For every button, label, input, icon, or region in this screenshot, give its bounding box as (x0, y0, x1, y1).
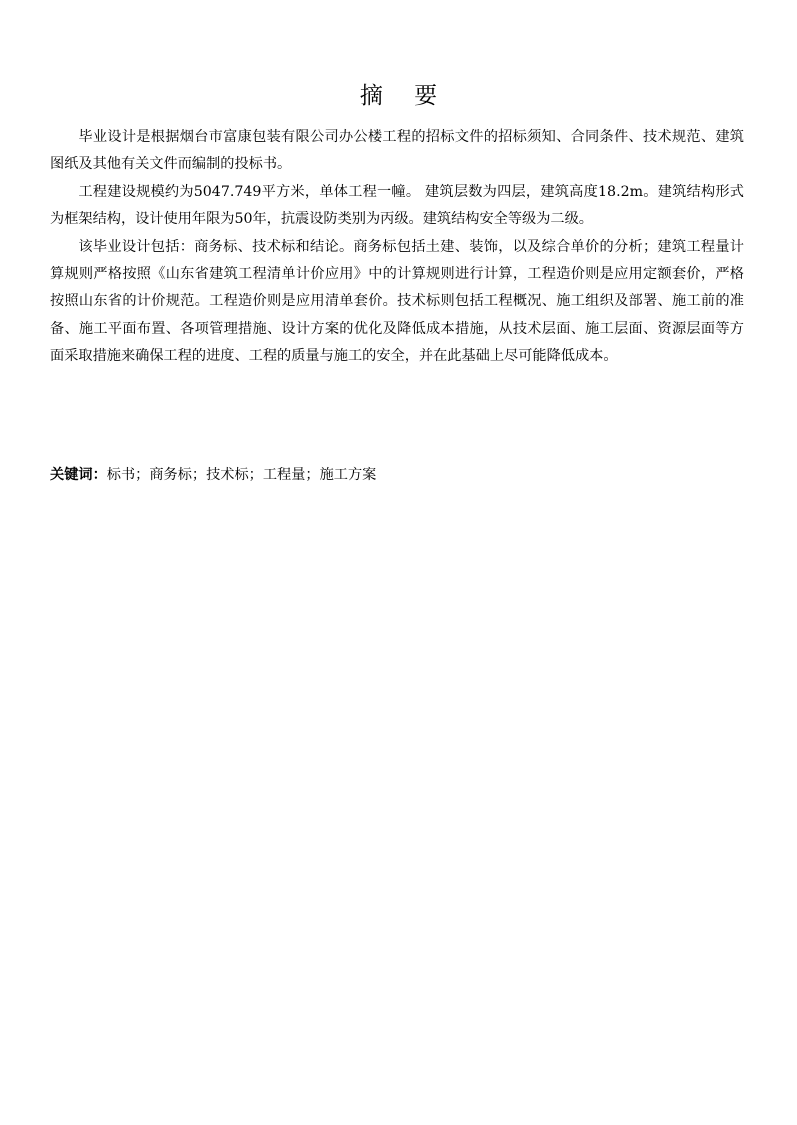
keywords-value: 标书；商务标；技术标；工程量；施工方案 (106, 467, 377, 483)
abstract-paragraph-2: 工程建设规模约为5047.749平方米，单体工程一幢。 建筑层数为四层，建筑高度18.2m。建筑结构形式为框架结构，设计使用年限为50年，抗震设防类别为丙级。建筑结构安全等级为二级。 (50, 183, 744, 228)
keywords-line (50, 462, 744, 489)
keywords-label: 关键词： (50, 467, 107, 483)
abstract-title: 摘 要 (359, 83, 450, 109)
abstract-paragraph-3: 该毕业设计包括：商务标、技术标和结论。商务标包括土建、装饰，以及综合单价的分析；建筑工程量计算规则严格按照《山东省建筑工程清单计价应用》中的计算规则进行计算，工程造价则是应用定额套价，严格按照山东省的计价规范。工程造价则是应用清单套价。技术标则包括工程概况、施工组织及部署、施工前的准备、施工平面布置、各项管理措施、设计方案的优化及降低成本措施，从技术层面、施工层面、资源层面等方面采取措施来确保工程的进度、工程的质量与施工的安全，并在此基础上尽可能降低成本。 (50, 238, 744, 365)
abstract-body (50, 124, 744, 371)
abstract-paragraph-1: 毕业设计是根据烟台市富康包装有限公司办公楼工程的招标文件的招标须知、合同条件、技术规范、建筑图纸及其他有关文件而编制的投标书。 (50, 129, 744, 173)
